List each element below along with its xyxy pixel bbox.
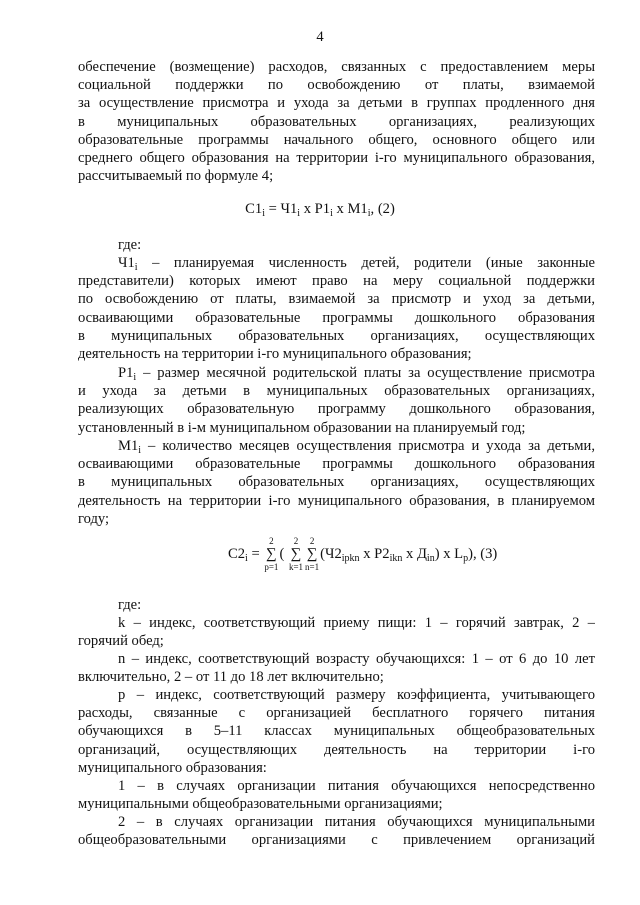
text-line: 2 – в случаях организации питания обучающихся муниципальными (118, 814, 595, 830)
text-line: муниципальными общеобразовательными организациями; (78, 796, 443, 813)
sum-k (289, 536, 303, 572)
text-line: и ухода за детьми в муниципальных образовательных организациях, (78, 383, 595, 400)
formula-2-text: $С1_i = Ч1_i$ x $Р1_i$ x $М1_i$, (2) (245, 201, 395, 219)
formula-3-lhs: $С2_i$ = (228, 545, 260, 564)
text-line: году; (78, 510, 110, 527)
text-line: осваивающими образовательные программы дошкольного образования (78, 309, 595, 326)
text-line: в муниципальных образовательных организациях, осуществляющих (78, 474, 595, 491)
text-line: горячий обед; (78, 633, 164, 650)
text-line: муниципального образования: (78, 759, 267, 776)
intro-paragraph (78, 58, 595, 185)
text-line: осваивающими образовательные программы дошкольного образования (78, 456, 595, 473)
text-line: обеспечение (возмещение) расходов, связанных с предоставлением меры (78, 59, 595, 75)
text-line: где: (118, 597, 142, 613)
text-line: р – индекс, соответствующий размеру коэффициента, учитывающего (118, 687, 595, 703)
definition-m1 (78, 437, 595, 528)
sum-n-upper: 2 (309, 536, 315, 546)
sigma-icon: ∑ (266, 546, 277, 562)
sum-p-upper: 2 (269, 536, 274, 546)
where-label-2 (78, 596, 595, 614)
text-line: в муниципальных образовательных организациях, осуществляющих (78, 327, 595, 344)
text-line: за осуществление присмотра и ухода за детьми в группах продленного дня (78, 95, 595, 112)
text-line: по освобождению от платы, взимаемой за присмотр и уход за детьми, (78, 291, 595, 308)
sum-p-lower: p=1 (264, 562, 279, 572)
sum-p (264, 536, 278, 572)
text-line: деятельность на территории i-го муниципального образования, в планируемом (78, 492, 595, 509)
definition-p (78, 686, 595, 777)
text-line: обучающихся в 5–11 классах муниципальных общеобразовательных (78, 723, 595, 740)
text-line: $Р1_i$ – размер месячной родительской платы за осуществление присмотра (118, 365, 595, 383)
text-line: $Ч1_i$ – планируемая численность детей, родители (иные законные (118, 255, 595, 273)
sum-k-upper: 2 (293, 536, 299, 546)
sum-n-lower: n=1 (305, 562, 320, 572)
definition-n (78, 650, 595, 686)
text-line: $М1_i$ – количество месяцев осуществления присмотра и ухода за детьми, (118, 438, 595, 456)
formula-3-body: ($Ч2_{ipkn}$ x $Р2_{ikn}$ x $Д_{in}$) x $L_p$), (3) (320, 545, 498, 564)
formula-3: $С2_i$ = 2 ∑ p=1 ( 2 ∑ k=1 2 ∑ n=1 ($Ч2_{ipkn}$ x $Р2_{ikn}$ x $Д_{in}$) x $L_p$), (3) (228, 536, 498, 572)
text-line: рассчитываемый по формуле 4; (78, 168, 274, 185)
page-number: 4 (316, 29, 324, 45)
case-2 (78, 813, 595, 849)
definition-k (78, 614, 595, 650)
text-line: образовательные программы начального общего, основного общего или (78, 131, 595, 148)
text-line: k – индекс, соответствующий приему пищи: 1 – горячий завтрак, 2 – (118, 615, 595, 631)
text-line: n – индекс, соответствующий возрасту обучающихся: 1 – от 6 до 10 лет (118, 651, 595, 667)
sum-k-lower: k=1 (288, 562, 304, 572)
sigma-icon: ∑ (306, 546, 318, 562)
text-line: установленный в i-м муниципальном образовании на планируемый год; (78, 419, 526, 436)
case-1 (78, 777, 595, 813)
text-line: организаций, осуществляющих деятельность на территории i-го (78, 741, 595, 758)
sum-n (305, 536, 319, 572)
text-line: реализующих образовательную программу дошкольного образования, (78, 401, 595, 418)
text-line: 1 – в случаях организации питания обучающихся непосредственно (118, 778, 595, 794)
formula-2 (0, 200, 640, 218)
text-line: социальной поддержки по освобождению от платы, взимаемой (78, 77, 595, 94)
text-line: деятельность на территории i-го муниципального образования; (78, 346, 472, 363)
text-line: включительно, 2 – от 11 до 18 лет включительно; (78, 669, 384, 686)
text-line: представители) которых имеют право на меру социальной поддержки (78, 273, 595, 290)
text-line: среднего общего образования на территории i-го муниципального образования, (78, 150, 595, 167)
text-line: где: (118, 237, 142, 253)
where-label-1 (78, 236, 595, 254)
text-line: общеобразовательными организациями с привлечением организаций (78, 832, 595, 849)
definition-ch1 (78, 254, 595, 363)
text-line: расходы, связанные с организацией бесплатного горячего питания (78, 705, 595, 722)
definition-p1 (78, 364, 595, 437)
text-line: в муниципальных образовательных организациях, реализующих (78, 113, 595, 130)
sigma-icon: ∑ (290, 546, 302, 562)
